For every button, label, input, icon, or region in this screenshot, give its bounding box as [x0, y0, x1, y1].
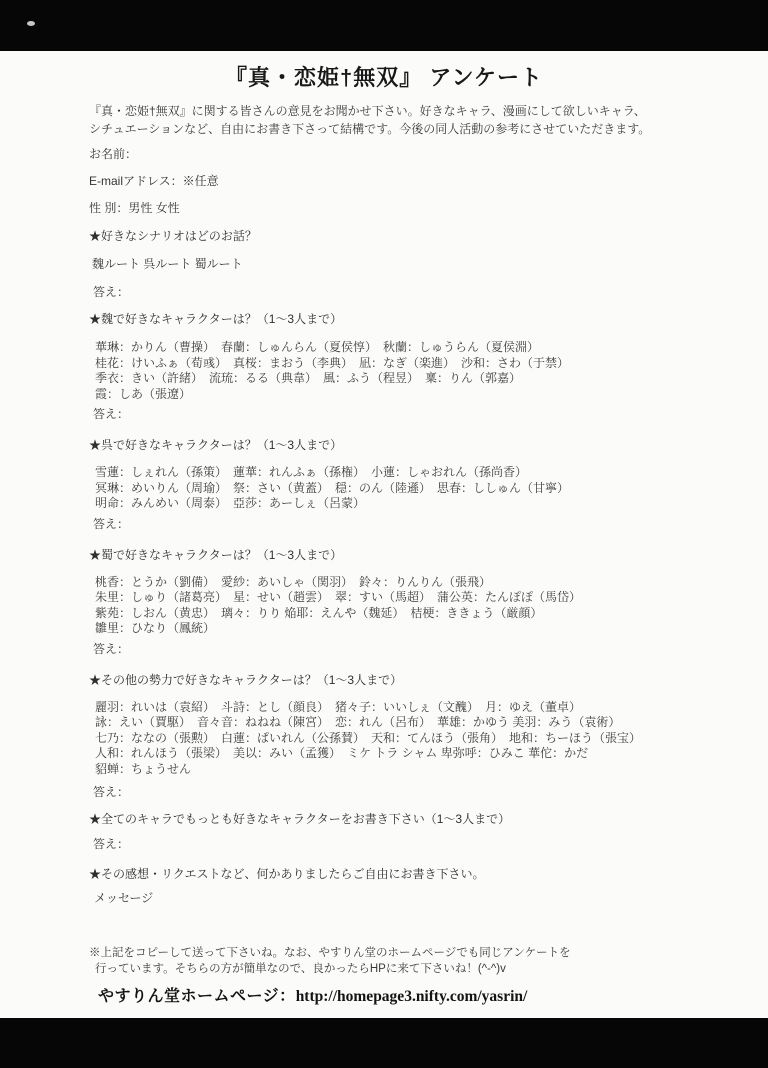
field-name: お名前：	[89, 147, 138, 161]
char-list-wu	[89, 465, 713, 512]
char-list-other-line: 貂蝉：ちょうせん	[95, 761, 192, 776]
char-list-shu-line: 雛里：ひなり（鳳統）	[95, 621, 216, 635]
char-list-wei-line: 桂花：けいふぁ（荀彧） 真桜：まおう（李典） 凪：なぎ（楽進） 沙和：さわ（于禁）	[95, 355, 570, 370]
char-list-other-line: 詠：えい（賈駆） 音々音：ねねね（陳宮） 恋：れん（呂布） 華雄：かゆう 美羽：みう（袁術）	[95, 715, 621, 729]
char-list-shu-line: 桃香：とうか（劉備） 愛紗：あいしゃ（関羽） 鈴々：りんりん（張飛）	[95, 574, 492, 589]
question-wei: ★魏で好きなキャラクターは？（1～3人まで）	[89, 312, 343, 326]
bottom-border	[0, 1018, 768, 1068]
question-scenario: ★好きなシナリオはどのお話？	[89, 229, 257, 243]
homepage-label: やすりん堂ホームページ：	[98, 988, 296, 1005]
char-list-other-line: 人和：れんほう（張梁） 美以：みい（孟獲） ミケ トラ シャム 卑弥呼：ひみこ 華佗：かだ	[95, 746, 589, 760]
footer-note-line-1: ※上記をコピーして送って下さいね。なお、やすりん堂のホームページでも同じアンケートを	[89, 947, 571, 959]
question-wu: ★呉で好きなキャラクターは？（1～3人まで）	[89, 438, 343, 452]
char-list-other-line: 麗羽：れいは（袁紹） 斗詩：とし（顔良） 猪々子：いいしぇ（文醜） 月：ゆえ（董卓）	[95, 699, 582, 714]
char-list-shu-line: 朱里：しゅり（諸葛亮） 星：せい（趙雲） 翠：すい（馬超） 蒲公英：たんぽぽ（馬岱）	[95, 590, 582, 604]
question-message: ★その感想・リクエストなど、何かありましたらご自由にお書き下さい。	[89, 867, 485, 881]
char-list-shu	[89, 575, 713, 637]
answer-label-best: 答え：	[93, 837, 130, 851]
field-email: E-mailアドレス：※任意	[89, 174, 219, 188]
answer-label-other: 答え：	[93, 785, 130, 799]
intro-line-2: シチュエーションなど、自由にお書き下さって結構です。今後の同人活動の参考にさせていただきます。	[89, 122, 651, 136]
char-list-wei-line: 季衣：きい（許緒） 流琉：るる（典韋） 風：ふう（程昱） 稟：りん（郭嘉）	[95, 371, 522, 385]
char-list-wu-line: 明命：みんめい（周泰） 亞莎：あーしぇ（呂蒙）	[95, 496, 366, 510]
char-list-wei	[89, 340, 713, 402]
char-list-wei-line: 華琳：かりん（曹操） 春蘭：しゅんらん（夏侯惇） 秋蘭：しゅうらん（夏侯淵）	[95, 340, 540, 354]
char-list-other-line: 七乃：ななの（張勲） 白蓮：ぱいれん（公孫賛） 天和：てんほう（張角） 地和：ちーほう（張宝）	[95, 730, 642, 745]
intro-paragraph	[89, 102, 713, 138]
char-list-other	[89, 700, 713, 778]
question-shu: ★蜀で好きなキャラクターは？（1～3人まで）	[89, 547, 343, 562]
homepage-url: http://homepage3.nifty.com/yasrin/	[295, 988, 528, 1005]
answer-label-wu: 答え：	[93, 516, 130, 531]
scenario-options: 魏ルート 呉ルート 蜀ルート	[92, 257, 243, 271]
homepage-line	[89, 987, 713, 1007]
answer-label-shu: 答え：	[93, 641, 130, 656]
scan-speck	[27, 21, 35, 26]
footer-note-line-2: 行っています。そちらの方が簡単なので、良かったらHPに来て下さいね！(^-^)v	[95, 962, 506, 975]
field-gender: 性 別：男性 女性	[89, 201, 180, 215]
char-list-wu-line: 冥琳：めいりん（周瑜） 祭：さい（黄蓋） 穏：のん（陸遜） 思春：ししゅん（甘寧）	[95, 480, 570, 495]
char-list-wu-line: 雪蓮：しぇれん（孫策） 蓮華：れんふぁ（孫権） 小蓮：しゃおれん（孫尚香）	[95, 465, 528, 479]
questionnaire-content	[0, 102, 768, 1007]
answer-label-scenario: 答え：	[93, 285, 130, 299]
message-label: メッセージ	[94, 891, 154, 905]
questionnaire-page	[0, 51, 768, 1018]
intro-line-1: 『真・恋姫†無双』に関する皆さんの意見をお聞かせ下さい。好きなキャラ、漫画にして欲しいキャラ、	[89, 104, 646, 118]
char-list-shu-line: 紫苑：しおん（黄忠） 璃々：りり 焔耶：えんや（魏延） 桔梗：ききょう（厳顔）	[95, 605, 543, 620]
answer-label-wei: 答え：	[93, 407, 130, 421]
top-border	[0, 0, 768, 51]
footer-note	[89, 946, 713, 977]
char-list-wei-line: 霞：しあ（張遼）	[95, 386, 192, 401]
question-other: ★その他の勢力で好きなキャラクターは？（1～3人まで）	[89, 672, 403, 687]
question-best: ★全てのキャラでもっとも好きなキャラクターをお書き下さい（1～3人まで）	[89, 812, 511, 826]
page-title: 『真・恋姫†無双』 アンケート	[224, 65, 544, 90]
